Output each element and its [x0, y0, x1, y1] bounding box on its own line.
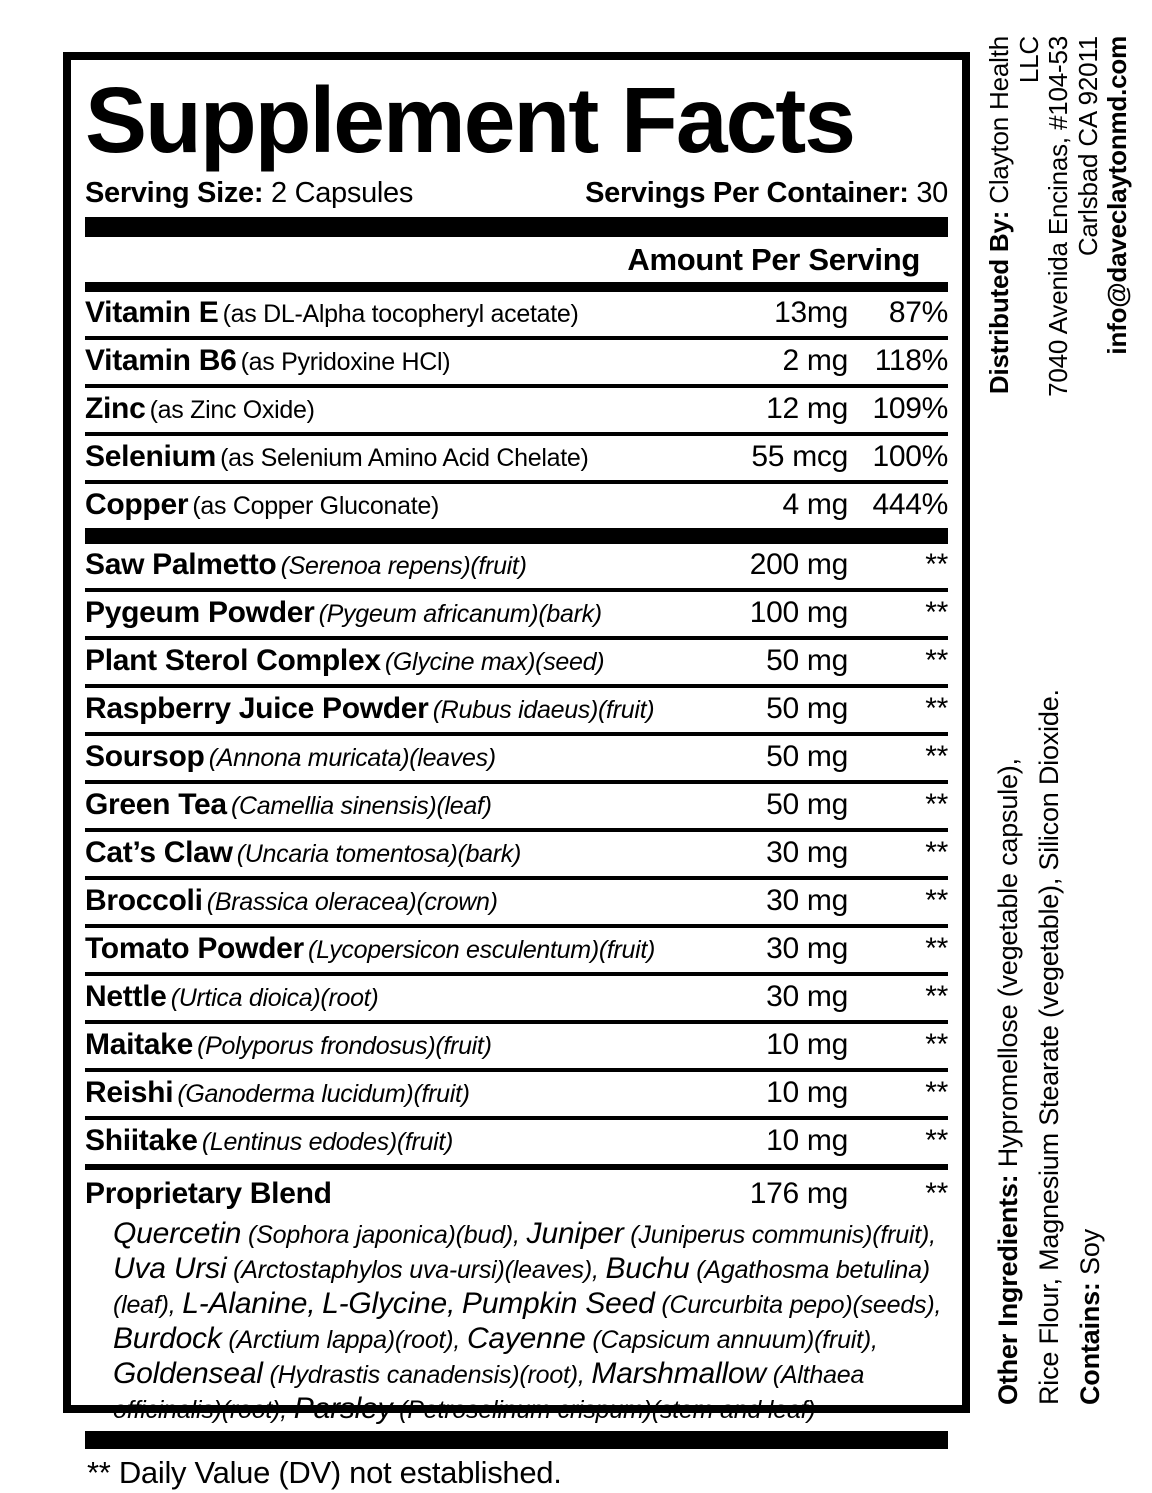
ingredient-source: (as Zinc Oxide) [149, 396, 315, 424]
distributor-company: Clayton Health LLC [984, 36, 1044, 204]
amount-cell: 30 mg [766, 932, 848, 965]
amount-cell: 30 mg [766, 836, 848, 869]
blend-ingredient-source: (Agathosma betulina)(leaf), [113, 1256, 930, 1319]
blend-ingredient-name: Uva Ursi [113, 1252, 227, 1285]
amount-cell: 50 mg [766, 692, 848, 725]
ingredient-name: Nettle [85, 980, 167, 1013]
ingredient-source: (Pygeum africanum)(bark) [318, 600, 602, 628]
amount-cell: 13mg [774, 296, 848, 329]
botanical-rows [85, 544, 948, 1170]
daily-value-cell: 109% [872, 392, 948, 425]
ingredient-name: Selenium [85, 440, 216, 473]
blend-ingredient-name: L-Alanine, [182, 1287, 316, 1320]
amount-cell: 12 mg [766, 392, 848, 425]
amount-cell: 2 mg [782, 344, 848, 377]
amount-cell: 200 mg [749, 548, 848, 581]
table-row [85, 784, 948, 832]
blend-ingredient-source: (Juniperus communis)(fruit), [630, 1221, 936, 1249]
table-row [85, 640, 948, 688]
ingredient [85, 1176, 332, 1217]
ingredient-source: (as Pyridoxine HCl) [240, 348, 451, 376]
table-row [85, 976, 948, 1024]
divider-bar-thick [85, 1431, 948, 1449]
daily-value-cell: ** [925, 692, 948, 725]
daily-value-cell: ** [925, 1028, 948, 1061]
ingredient [85, 835, 521, 876]
ingredient [85, 343, 450, 384]
table-row [85, 928, 948, 976]
ingredient-source: (Annona muricata)(leaves) [208, 744, 496, 772]
blend-ingredient-name: Goldenseal [113, 1357, 263, 1390]
serving-size [85, 177, 413, 209]
blend-ingredient-name: L-Glycine, [322, 1287, 456, 1320]
daily-value-cell: ** [925, 884, 948, 917]
amount-cell: 30 mg [766, 884, 848, 917]
daily-value-cell: 444% [872, 488, 948, 521]
blend-ingredient-source: (Althaea officinalis)(root), [113, 1361, 865, 1424]
ingredient-source: (Serenoa repens)(fruit) [280, 552, 527, 580]
table-row [85, 592, 948, 640]
ingredient [85, 547, 527, 588]
ingredient [85, 487, 439, 528]
ingredient [85, 1027, 492, 1068]
table-row [85, 688, 948, 736]
ingredient [85, 979, 378, 1020]
proprietary-blend-components [113, 1217, 948, 1427]
amount-cell: 55 mcg [751, 440, 848, 473]
ingredient-source: (Rubus idaeus)(fruit) [432, 696, 655, 724]
amount-cell: 176 mg [749, 1177, 848, 1210]
other-ingredients-line1 [988, 505, 1029, 1405]
ingredient-name: Zinc [85, 392, 146, 425]
serving-size-label: Serving Size: [85, 177, 264, 209]
table-row [85, 292, 948, 340]
ingredient-name: Tomato Powder [85, 932, 304, 965]
table-row [85, 1072, 948, 1120]
ingredient-source: (Glycine max)(seed) [384, 648, 605, 676]
blend-ingredient-name: Buchu [605, 1252, 690, 1285]
other-ingredients-sidebar-text [988, 505, 1116, 1405]
amount-cell: 10 mg [766, 1124, 848, 1157]
divider-bar-medium [85, 282, 948, 292]
amount-cell: 50 mg [766, 644, 848, 677]
blend-ingredient-name: Pumpkin Seed [461, 1287, 655, 1320]
ingredient [85, 1075, 470, 1116]
distributor-sidebar-text [984, 36, 1132, 424]
ingredient-name: Copper [85, 488, 189, 521]
ingredient-name: Soursop [85, 740, 205, 773]
blend-ingredient-name: Juniper [526, 1217, 624, 1250]
distributor-address1: 7040 Avenida Encinas, #104-53 [1043, 36, 1073, 397]
contains-line [1070, 505, 1111, 1405]
ingredient-source: (as Selenium Amino Acid Chelate) [220, 444, 589, 472]
blend-ingredient-source: (Capsicum annuum)(fruit), [592, 1326, 878, 1354]
daily-value-cell: ** [925, 644, 948, 677]
daily-value-cell: ** [925, 788, 948, 821]
ingredient-source: (as DL-Alpha tocopheryl acetate) [222, 300, 579, 328]
daily-value-cell: ** [925, 1177, 948, 1210]
ingredient-source: (Camellia sinensis)(leaf) [230, 792, 492, 820]
servings-per-container-label: Servings Per Container: [585, 177, 909, 209]
ingredient-name: Proprietary Blend [85, 1177, 332, 1210]
ingredient-source: (Polyporus frondosus)(fruit) [197, 1032, 492, 1060]
other-ingredients-value1: Hypromellose (vegetable capsule), [993, 758, 1023, 1168]
ingredient [85, 691, 654, 732]
table-row [85, 544, 948, 592]
contains-value: Soy [1075, 1229, 1105, 1275]
ingredient [85, 439, 589, 480]
ingredient [85, 643, 604, 684]
table-row [85, 1024, 948, 1072]
ingredient-name: Raspberry Juice Powder [85, 692, 429, 725]
table-row [85, 436, 948, 484]
other-ingredients-label: Other Ingredients: [993, 1174, 1023, 1405]
serving-size-value: 2 Capsules [270, 177, 414, 209]
ingredient-name: Saw Palmetto [85, 548, 277, 581]
divider-bar-medium [85, 532, 948, 544]
daily-value-cell: 100% [872, 440, 948, 473]
amount-cell: 10 mg [766, 1028, 848, 1061]
distributor-email: info@daveclaytonmd.com [1102, 36, 1132, 355]
daily-value-footnote: ** Daily Value (DV) not established. [87, 1455, 562, 1490]
blend-ingredient-name: Parsley [293, 1392, 393, 1425]
daily-value-cell: ** [925, 1076, 948, 1109]
ingredient-name: Pygeum Powder [85, 596, 315, 629]
ingredient-source: (Urtica dioica)(root) [170, 984, 379, 1012]
blend-ingredient-name: Burdock [113, 1322, 222, 1355]
daily-value-cell: ** [925, 740, 948, 773]
amount-cell: 30 mg [766, 980, 848, 1013]
amount-cell: 4 mg [782, 488, 848, 521]
ingredient-name: Reishi [85, 1076, 174, 1109]
ingredient-source: (Lentinus edodes)(fruit) [201, 1128, 454, 1156]
blend-ingredient-name: Quercetin [113, 1217, 242, 1250]
daily-value-cell: ** [925, 980, 948, 1013]
blend-ingredient-source: (Curcurbita pepo)(seeds), [661, 1291, 942, 1319]
ingredient-name: Vitamin B6 [85, 344, 237, 377]
supplement-facts-panel [63, 52, 970, 1490]
table-row [85, 880, 948, 928]
amount-cell: 10 mg [766, 1076, 848, 1109]
servings-per-container-value: 30 [916, 177, 948, 209]
ingredient-name: Vitamin E [85, 296, 219, 329]
daily-value-cell: ** [925, 932, 948, 965]
table-row [85, 340, 948, 388]
daily-value-cell: 87% [888, 296, 948, 329]
table-row [85, 388, 948, 436]
ingredient [85, 787, 492, 828]
ingredient-source: (Ganoderma lucidum)(fruit) [177, 1080, 470, 1108]
ingredient [85, 739, 496, 780]
ingredient-source: (as Copper Gluconate) [192, 492, 439, 520]
ingredient [85, 931, 655, 972]
ingredient-source: (Uncaria tomentosa)(bark) [236, 840, 522, 868]
ingredient [85, 595, 602, 636]
amount-cell: 50 mg [766, 788, 848, 821]
distributor-line [985, 36, 1044, 424]
daily-value-cell: ** [925, 548, 948, 581]
blend-ingredient-source: (Petroselinum crispum)(stem and leaf) [399, 1396, 816, 1424]
ingredient-name: Broccoli [85, 884, 203, 917]
panel-footer [85, 1431, 948, 1493]
table-row-proprietary-blend [85, 1170, 948, 1217]
table-row [85, 832, 948, 880]
ingredient-source: (Lycopersicon esculentum)(fruit) [308, 936, 656, 964]
distributor-address2: Carlsbad CA 92011 [1072, 36, 1103, 257]
table-row [85, 736, 948, 784]
other-ingredients-line2: Rice Flour, Magnesium Stearate (vegetable), Silicon Dioxide. [1034, 689, 1064, 1405]
ingredient [85, 883, 498, 924]
contains-label: Contains: [1075, 1282, 1105, 1405]
table-row [85, 484, 948, 532]
servings-per-container [585, 177, 948, 209]
blend-ingredient-name: Marshmallow [591, 1357, 766, 1390]
daily-value-cell: ** [925, 1124, 948, 1157]
ingredient-name: Plant Sterol Complex [85, 644, 381, 677]
daily-value-cell: ** [925, 836, 948, 869]
ingredient [85, 391, 315, 432]
blend-ingredient-name: Cayenne [466, 1322, 586, 1355]
daily-value-cell: 118% [874, 344, 948, 377]
blend-ingredient-source: (Arctostaphylos uva-ursi)(leaves), [233, 1256, 599, 1284]
ingredient-name: Cat’s Claw [85, 836, 233, 869]
amount-cell: 50 mg [766, 740, 848, 773]
amount-cell: 100 mg [749, 596, 848, 629]
ingredient [85, 295, 579, 336]
ingredient [85, 1123, 453, 1164]
distributed-by-label: Distributed By: [984, 210, 1014, 395]
ingredient-name: Green Tea [85, 788, 227, 821]
divider-bar-thick [85, 217, 948, 237]
ingredient-name: Shiitake [85, 1124, 198, 1157]
amount-per-serving-header: Amount Per Serving [627, 242, 920, 277]
daily-value-cell: ** [925, 596, 948, 629]
ingredient-source: (Brassica oleracea)(crown) [206, 888, 498, 916]
table-row [85, 1120, 948, 1170]
panel-title: Supplement Facts [85, 68, 854, 172]
blend-ingredient-source: (Hydrastis canadensis)(root), [269, 1361, 585, 1389]
blend-ingredient-source: (Sophora japonica)(bud), [248, 1221, 520, 1249]
blend-ingredient-source: (Arctium lappa)(root), [228, 1326, 461, 1354]
serving-info [85, 177, 948, 209]
vitamin-rows [85, 292, 948, 532]
ingredient-name: Maitake [85, 1028, 193, 1061]
